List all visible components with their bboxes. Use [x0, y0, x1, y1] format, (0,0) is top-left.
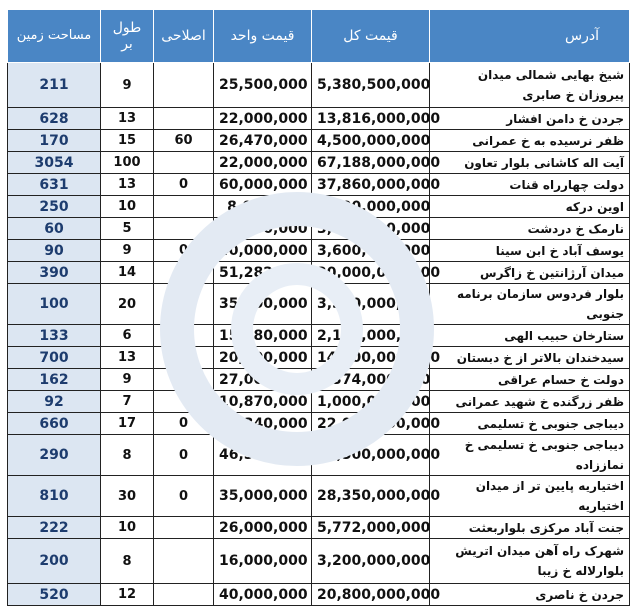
cell-length: 20 — [101, 284, 154, 325]
cell-area: 100 — [8, 284, 101, 325]
header-address: آدرس — [430, 10, 630, 63]
cell-total-price: 3,500,000,000 — [312, 284, 430, 325]
cell-length: 8 — [101, 435, 154, 476]
cell-modification: 60 — [154, 130, 214, 152]
cell-unit-price: 26,000,000 — [214, 517, 312, 539]
cell-total-price: 1,000,000,000 — [312, 391, 430, 413]
cell-length: 13 — [101, 347, 154, 369]
cell-modification — [154, 391, 214, 413]
cell-address: اختیاریه پایین تر از میدان اختیاریه — [430, 476, 630, 517]
cell-area: 170 — [8, 130, 101, 152]
cell-unit-price: 40,000,000 — [214, 240, 312, 262]
cell-address: جردن خ ناصری — [430, 584, 630, 606]
cell-total-price: 28,350,000,000 — [312, 476, 430, 517]
table-header-row — [8, 10, 630, 63]
cell-modification — [154, 539, 214, 584]
cell-area: 520 — [8, 584, 101, 606]
cell-length: 17 — [101, 413, 154, 435]
cell-unit-price: 60,000,000 — [214, 174, 312, 196]
table-row — [8, 130, 630, 152]
cell-length: 5 — [101, 218, 154, 240]
cell-total-price: 37,860,000,000 — [312, 174, 430, 196]
cell-length: 100 — [101, 152, 154, 174]
cell-total-price: 4,500,000,000 — [312, 130, 430, 152]
table-row — [8, 347, 630, 369]
cell-unit-price: 35,000,000 — [214, 476, 312, 517]
cell-address: ظفر زرگنده خ شهید عمرانی — [430, 391, 630, 413]
land-price-table — [7, 9, 630, 606]
cell-area: 250 — [8, 196, 101, 218]
cell-address: جنت آباد مرکزی بلواربعثت — [430, 517, 630, 539]
cell-unit-price: 8,000,000 — [214, 196, 312, 218]
table-row — [8, 476, 630, 517]
cell-modification — [154, 63, 214, 108]
table-row — [8, 539, 630, 584]
cell-address: دیباجی جنوبی خ تسلیمی خ نماززاده — [430, 435, 630, 476]
cell-length: 9 — [101, 369, 154, 391]
table-row — [8, 196, 630, 218]
cell-length: 10 — [101, 196, 154, 218]
cell-address: بلوار فردوس سازمان برنامه جنوبی — [430, 284, 630, 325]
table-row — [8, 218, 630, 240]
cell-total-price: 3,000,000,000 — [312, 218, 430, 240]
cell-total-price: 2,000,000,000 — [312, 196, 430, 218]
cell-unit-price: 27,000,000 — [214, 369, 312, 391]
cell-modification — [154, 517, 214, 539]
cell-modification: 0 — [154, 476, 214, 517]
cell-area: 162 — [8, 369, 101, 391]
cell-unit-price: 50,000,000 — [214, 218, 312, 240]
cell-unit-price: 20,000,000 — [214, 347, 312, 369]
cell-area: 700 — [8, 347, 101, 369]
listing-table-container — [7, 9, 629, 606]
header-total-price: قیمت کل — [312, 10, 430, 63]
cell-area: 133 — [8, 325, 101, 347]
table-row — [8, 152, 630, 174]
cell-area: 92 — [8, 391, 101, 413]
cell-length: 8 — [101, 539, 154, 584]
cell-address: ظفر نرسیده به خ عمرانی — [430, 130, 630, 152]
cell-unit-price: 25,500,000 — [214, 63, 312, 108]
cell-total-price: 20,000,000,000 — [312, 262, 430, 284]
cell-length: 9 — [101, 240, 154, 262]
cell-area: 222 — [8, 517, 101, 539]
cell-total-price: 5,772,000,000 — [312, 517, 430, 539]
cell-modification — [154, 152, 214, 174]
cell-total-price: 22,000,000,000 — [312, 413, 430, 435]
cell-area: 290 — [8, 435, 101, 476]
header-modification: اصلاحی — [154, 10, 214, 63]
cell-address: شهرک راه آهن میدان اتریش بلوارلاله خ زیبا — [430, 539, 630, 584]
cell-area: 631 — [8, 174, 101, 196]
header-area: مساحت زمین — [8, 10, 101, 63]
cell-address: سیدخندان بالاتر از خ دبستان — [430, 347, 630, 369]
cell-length: 14 — [101, 262, 154, 284]
table-row — [8, 413, 630, 435]
cell-modification — [154, 108, 214, 130]
cell-unit-price: 22,000,000 — [214, 152, 312, 174]
cell-address: دولت خ حسام عراقی — [430, 369, 630, 391]
cell-modification — [154, 262, 214, 284]
cell-length: 15 — [101, 130, 154, 152]
cell-total-price: 2,100,000,000 — [312, 325, 430, 347]
cell-address: یوسف آباد خ ابن سینا — [430, 240, 630, 262]
cell-total-price: 3,200,000,000 — [312, 539, 430, 584]
cell-modification: 0 — [154, 240, 214, 262]
cell-total-price: 13,816,000,000 — [312, 108, 430, 130]
table-row — [8, 240, 630, 262]
cell-unit-price: 10,870,000 — [214, 391, 312, 413]
cell-length: 6 — [101, 325, 154, 347]
cell-address: دولت چهارراه قنات — [430, 174, 630, 196]
cell-address: شیخ بهایی شمالی میدان پیروزان خ صابری — [430, 63, 630, 108]
cell-total-price: 67,188,000,000 — [312, 152, 430, 174]
header-unit-price: قیمت واحد — [214, 10, 312, 63]
cell-modification: 0 — [154, 435, 214, 476]
cell-length: 13 — [101, 174, 154, 196]
table-row — [8, 174, 630, 196]
cell-area: 90 — [8, 240, 101, 262]
cell-area: 660 — [8, 413, 101, 435]
cell-modification — [154, 218, 214, 240]
cell-area: 200 — [8, 539, 101, 584]
cell-unit-price: 16,000,000 — [214, 539, 312, 584]
cell-total-price: 3,600,000,000 — [312, 240, 430, 262]
table-row — [8, 108, 630, 130]
table-row — [8, 391, 630, 413]
cell-address: ستارخان حبیب الهی — [430, 325, 630, 347]
cell-unit-price: 33,340,000 — [214, 413, 312, 435]
table-row — [8, 262, 630, 284]
table-row — [8, 517, 630, 539]
table-row — [8, 435, 630, 476]
cell-modification: 0 — [154, 347, 214, 369]
cell-address: میدان آرژانتین خ زاگرس — [430, 262, 630, 284]
cell-address: دیباجی جنوبی خ تسلیمی — [430, 413, 630, 435]
table-row — [8, 63, 630, 108]
cell-area: 390 — [8, 262, 101, 284]
cell-modification: 0 — [154, 174, 214, 196]
cell-length: 13 — [101, 108, 154, 130]
cell-total-price: 4,374,000,000 — [312, 369, 430, 391]
cell-unit-price: 35,000,000 — [214, 284, 312, 325]
table-row — [8, 284, 630, 325]
cell-total-price: 20,800,000,000 — [312, 584, 430, 606]
cell-unit-price: 40,000,000 — [214, 584, 312, 606]
cell-length: 7 — [101, 391, 154, 413]
cell-modification: 0 — [154, 284, 214, 325]
cell-address: آیت اله کاشانی بلوار تعاون — [430, 152, 630, 174]
cell-total-price: 5,380,500,000 — [312, 63, 430, 108]
cell-area: 211 — [8, 63, 101, 108]
cell-address: نارمک خ دردشت — [430, 218, 630, 240]
header-length: طول بر — [101, 10, 154, 63]
table-row — [8, 584, 630, 606]
cell-modification — [154, 196, 214, 218]
cell-total-price: 14,000,000,000 — [312, 347, 430, 369]
cell-area: 3054 — [8, 152, 101, 174]
cell-total-price: 13,500,000,000 — [312, 435, 430, 476]
cell-modification — [154, 584, 214, 606]
cell-length: 9 — [101, 63, 154, 108]
cell-unit-price: 51,282,000 — [214, 262, 312, 284]
table-row — [8, 325, 630, 347]
cell-unit-price: 22,000,000 — [214, 108, 312, 130]
cell-modification: 0 — [154, 413, 214, 435]
cell-unit-price: 46,560,000 — [214, 435, 312, 476]
cell-address: اوین درکه — [430, 196, 630, 218]
cell-area: 60 — [8, 218, 101, 240]
cell-unit-price: 26,470,000 — [214, 130, 312, 152]
cell-modification: 0 — [154, 325, 214, 347]
cell-modification: 0 — [154, 369, 214, 391]
cell-unit-price: 15,780,000 — [214, 325, 312, 347]
cell-length: 12 — [101, 584, 154, 606]
table-row — [8, 369, 630, 391]
cell-length: 30 — [101, 476, 154, 517]
cell-address: جردن خ دامن افشار — [430, 108, 630, 130]
cell-length: 10 — [101, 517, 154, 539]
cell-area: 810 — [8, 476, 101, 517]
cell-area: 628 — [8, 108, 101, 130]
